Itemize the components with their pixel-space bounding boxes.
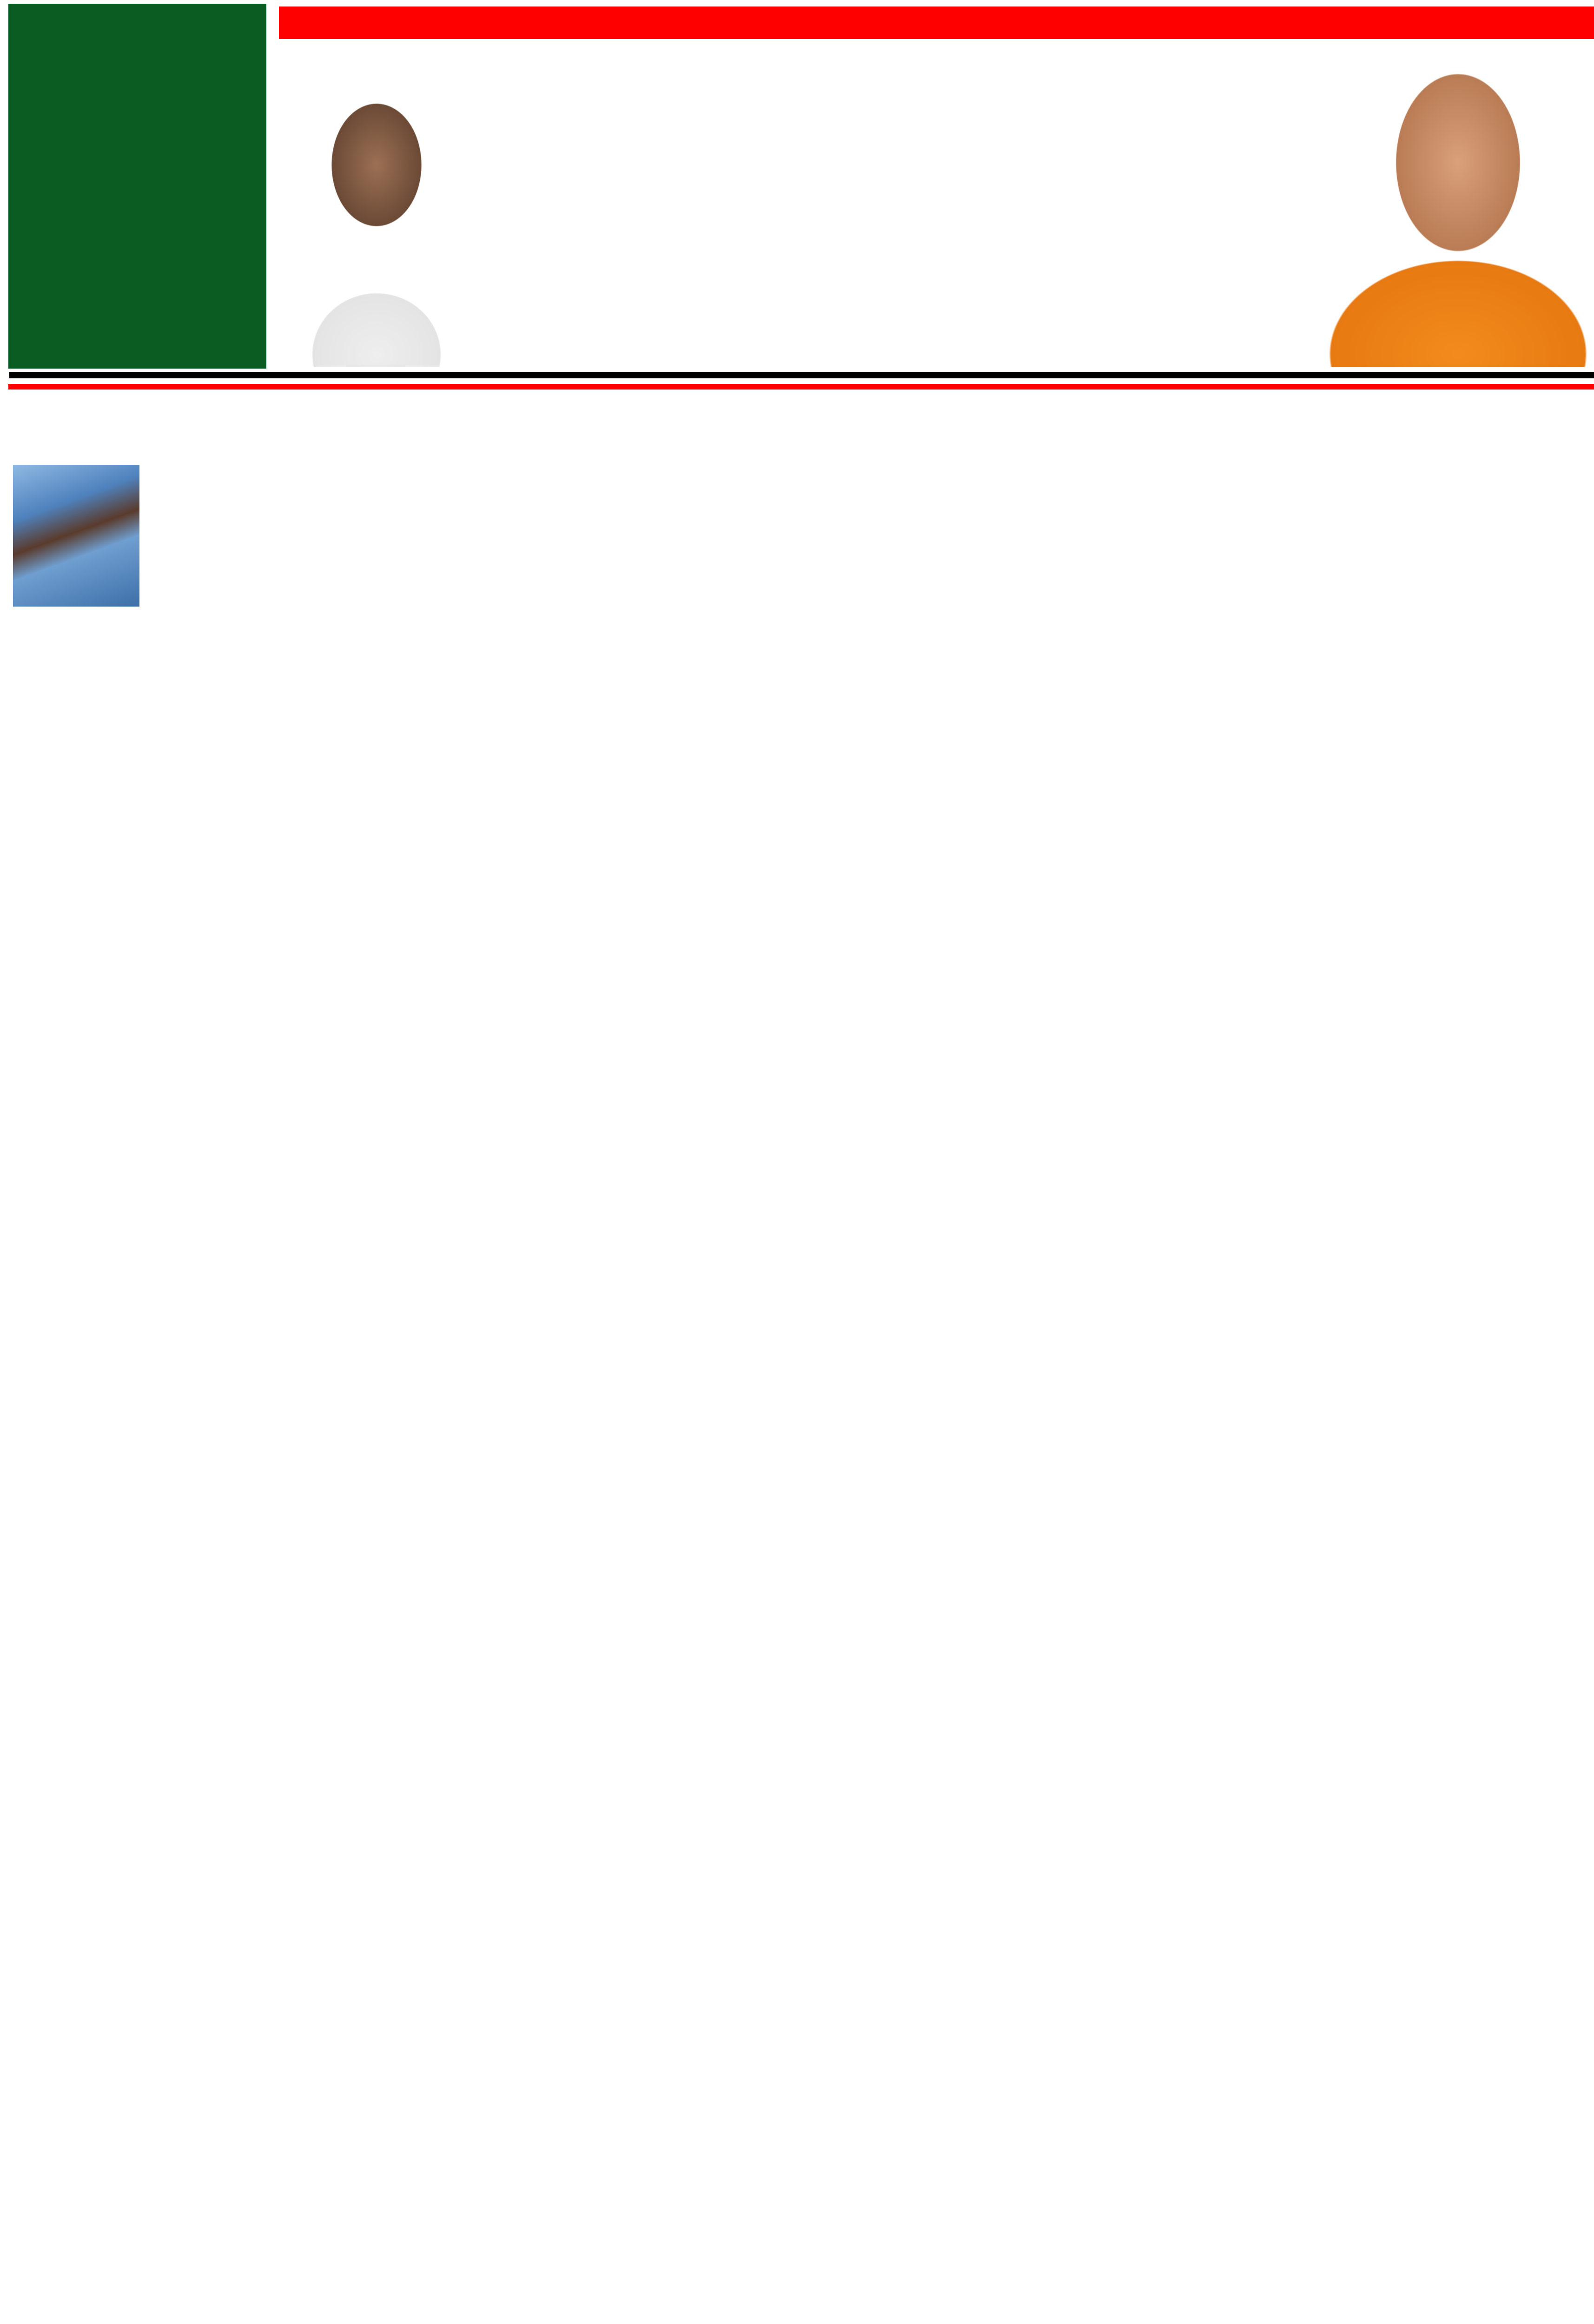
- logo-vani: [874, 218, 1218, 344]
- brand-line: [465, 300, 470, 327]
- masthead-info-bar: [279, 7, 1594, 39]
- promo-box: [8, 4, 266, 369]
- school-headline: [9, 397, 590, 475]
- header-rule-black: [9, 372, 1594, 378]
- logo-mussanje: [460, 79, 1148, 218]
- politician-photo-left: [288, 51, 465, 367]
- schoolgirls-photo-image: [13, 465, 139, 607]
- header-rule-red: [8, 384, 1594, 390]
- swami-photo-right: [1297, 37, 1590, 367]
